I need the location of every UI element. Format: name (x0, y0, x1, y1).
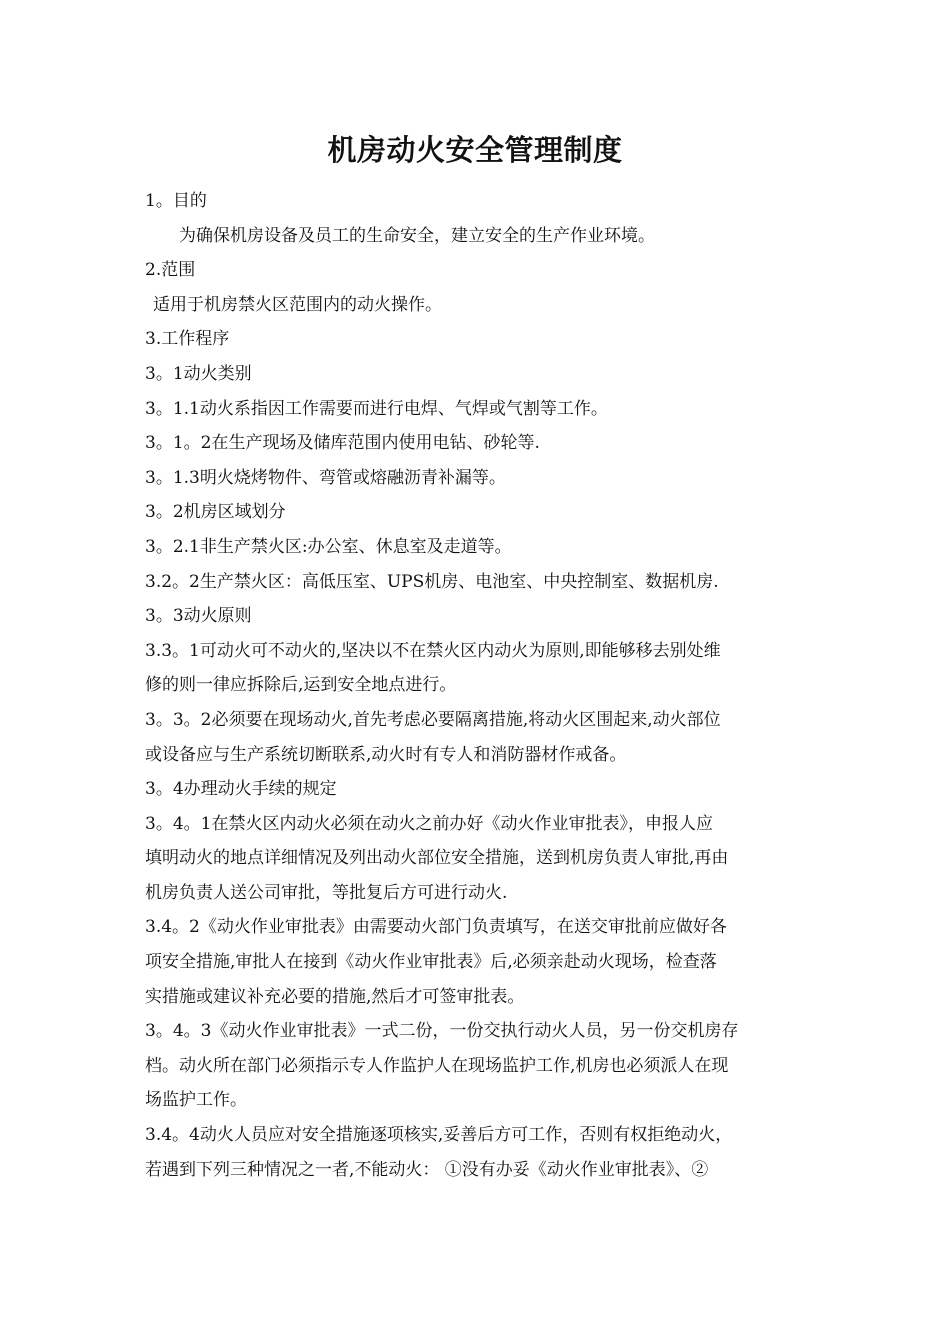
clause-3-4-1-line-3: 机房负责人送公司审批，等批复后方可进行动火. (145, 882, 508, 903)
clause-3-4-2-line-3: 实措施或建议补充必要的措施,然后才可签审批表。 (145, 986, 525, 1007)
clause-3-3-1-line-2: 修的则一律应拆除后,运到安全地点进行。 (145, 675, 457, 696)
clause-3-4-3-line-1: 3。4。3《动火作业审批表》一式二份，一份交执行动火人员，另一份交机房存 (145, 1021, 739, 1042)
clause-3-4-2-line-1: 3.4。2《动火作业审批表》由需要动火部门负责填写，在送交审批前应做好各 (145, 917, 727, 938)
clause-3-4-3-line-3: 场监护工作。 (145, 1090, 247, 1111)
paragraph-scope: 适用于机房禁火区范围内的动火操作。 (153, 294, 442, 315)
section-heading-procedure: 3.工作程序 (145, 329, 230, 350)
clause-3-3-2-line-1: 3。3。2必须要在现场动火,首先考虑必要隔离措施,将动火区围起来,动火部位 (145, 709, 721, 730)
subsection-heading-principles: 3。3动火原则 (145, 606, 252, 627)
clause-3-4-4-line-2: 若遇到下列三种情况之一者,不能动火： ①没有办妥《动火作业审批表》、② (145, 1159, 709, 1180)
clause-3-4-1-line-2: 填明动火的地点详细情况及列出动火部位安全措施，送到机房负责人审批,再由 (145, 848, 729, 869)
clause-3-2-1: 3。2.1非生产禁火区:办公室、休息室及走道等。 (145, 536, 512, 557)
paragraph-purpose: 为确保机房设备及员工的生命安全，建立安全的生产作业环境。 (179, 225, 655, 246)
clause-3-3-1-line-1: 3.3。1可动火可不动火的,坚决以不在禁火区内动火为原则,即能够移去别处维 (145, 640, 721, 661)
clause-3-4-3-line-2: 档。动火所在部门必须指示专人作监护人在现场监护工作,机房也必须派人在现 (145, 1055, 729, 1076)
clause-3-4-4-line-1: 3.4。4动火人员应对安全措施逐项核实,妥善后方可工作，否则有权拒绝动火， (145, 1125, 733, 1146)
document-body (145, 184, 805, 1187)
section-heading-purpose: 1。目的 (145, 191, 207, 211)
clause-3-4-1-line-1: 3。4。1在禁火区内动火必须在动火之前办好《动火作业审批表》，申报人应 (145, 813, 713, 834)
document-title: 机房动火安全管理制度 (327, 133, 623, 167)
subsection-heading-zones: 3。2机房区域划分 (145, 502, 286, 523)
clause-3-1-1: 3。1.1动火系指因工作需要而进行电焊、气焊或气割等工作。 (145, 398, 608, 419)
section-heading-scope: 2.范围 (145, 260, 196, 281)
clause-3-2-2: 3.2。2生产禁火区：高低压室、UPS机房、电池室、中央控制室、数据机房. (145, 571, 719, 592)
clause-3-4-2-line-2: 项安全措施,审批人在接到《动火作业审批表》后,必须亲赴动火现场，检查落 (145, 952, 717, 973)
subsection-heading-fire-types: 3。1动火类别 (145, 363, 252, 384)
clause-3-3-2-line-2: 或设备应与生产系统切断联系,动火时有专人和消防器材作戒备。 (145, 744, 627, 765)
subsection-heading-procedures: 3。4办理动火手续的规定 (145, 779, 337, 800)
clause-3-1-2: 3。1。2在生产现场及储库范围内使用电钻、砂轮等. (145, 433, 540, 454)
clause-3-1-3: 3。1.3明火烧烤物件、弯管或熔融沥青补漏等。 (145, 467, 506, 488)
